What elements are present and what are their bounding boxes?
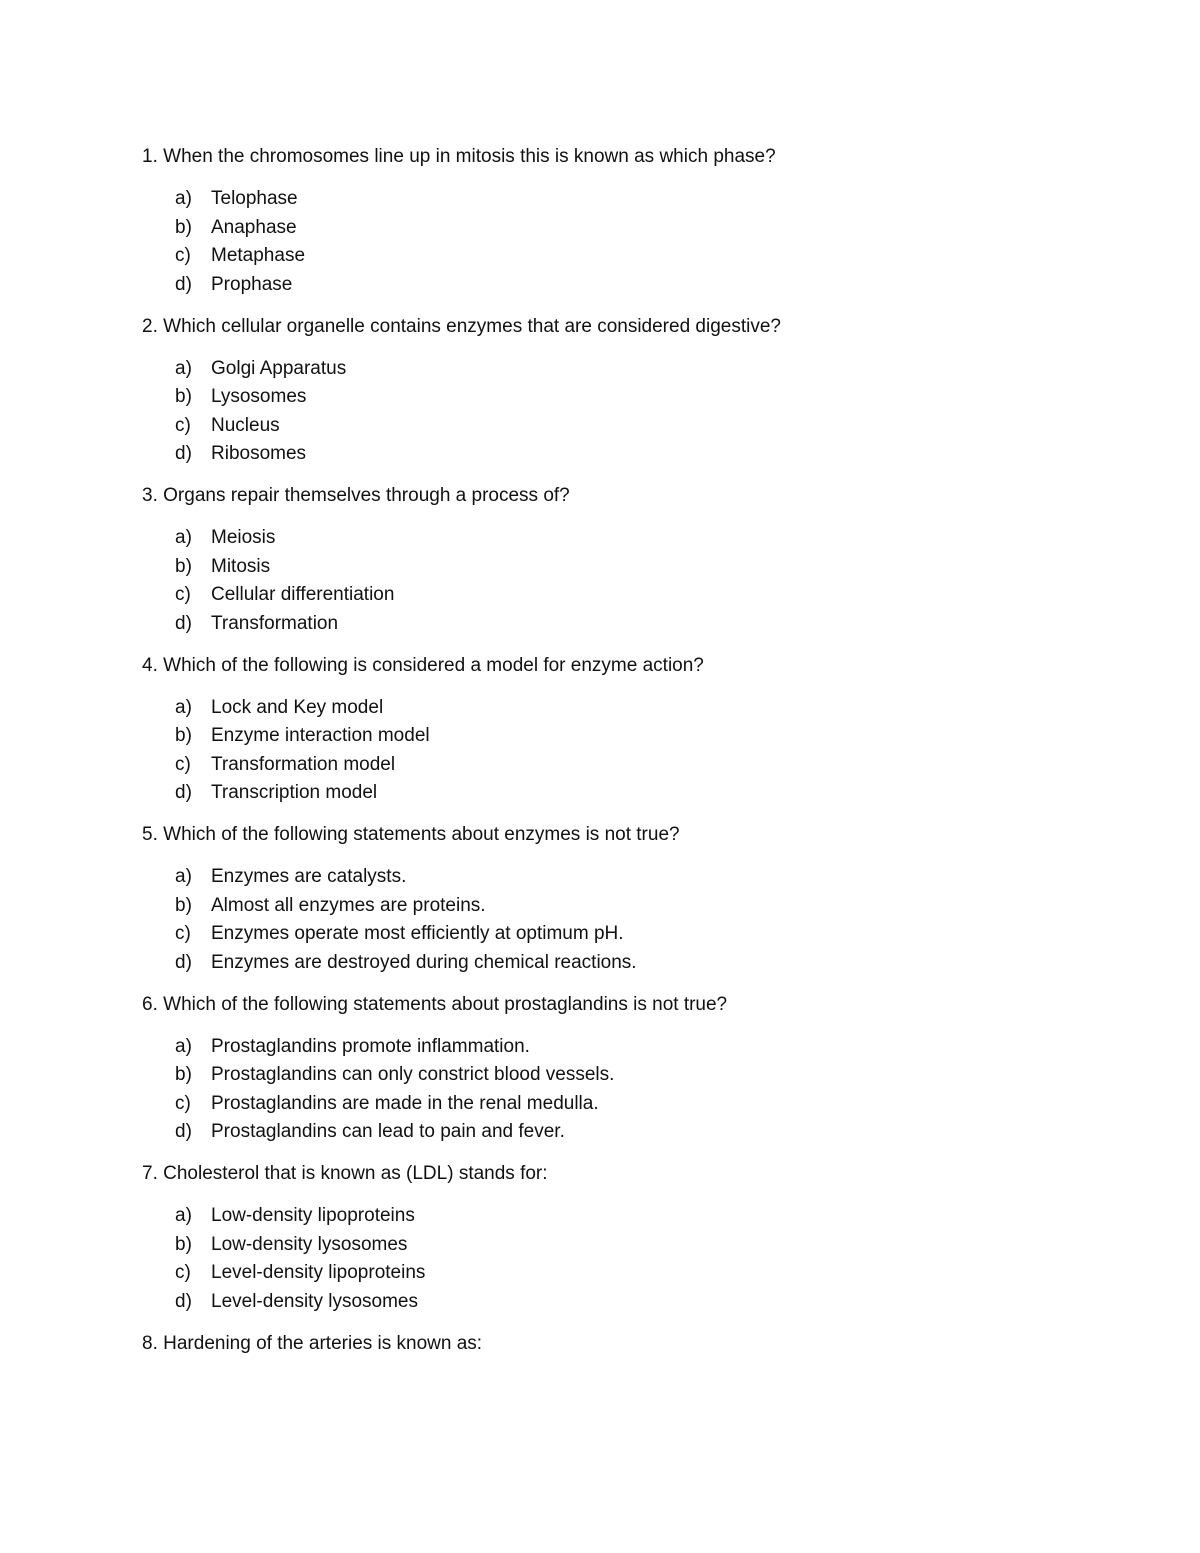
option-letter: d) xyxy=(175,273,192,295)
option-letter: a) xyxy=(175,866,192,887)
option-d xyxy=(175,949,1102,978)
option-text: Level-density lipoproteins xyxy=(211,1262,426,1283)
option-letter: b) xyxy=(175,216,192,238)
question-prompt: Hardening of the arteries is known as: xyxy=(163,1332,483,1354)
option-list xyxy=(142,694,1102,808)
option-letter: b) xyxy=(175,894,192,916)
option-list xyxy=(142,185,1102,299)
question-4 xyxy=(142,652,1102,808)
option-text: Ribosomes xyxy=(211,443,307,464)
option-a xyxy=(175,694,1102,723)
option-text: Almost all enzymes are proteins. xyxy=(211,894,486,916)
option-letter: b) xyxy=(175,555,192,577)
option-letter: b) xyxy=(175,725,192,746)
option-d xyxy=(175,271,1102,300)
question-text xyxy=(142,1330,1102,1358)
question-prompt: Which of the following is considered a model for enzyme action? xyxy=(163,654,704,676)
option-text: Nucleus xyxy=(211,414,280,436)
option-text: Transformation model xyxy=(211,753,396,775)
option-letter: c) xyxy=(175,584,191,605)
option-c xyxy=(175,242,1102,271)
question-number: 2. xyxy=(142,315,158,337)
option-letter: c) xyxy=(175,414,191,436)
option-letter: a) xyxy=(175,696,192,718)
option-text: Enzymes operate most efficiently at optimum pH. xyxy=(211,923,624,944)
quiz-content xyxy=(142,143,1102,1372)
option-letter: a) xyxy=(175,527,192,548)
question-5 xyxy=(142,821,1102,977)
question-text xyxy=(142,1160,1102,1188)
option-text: Prophase xyxy=(211,273,293,295)
question-number: 4. xyxy=(142,654,158,676)
option-text: Prostaglandins promote inflammation. xyxy=(211,1035,530,1057)
option-list xyxy=(142,1202,1102,1316)
option-list xyxy=(142,524,1102,638)
option-text: Telophase xyxy=(211,188,298,209)
option-text: Enzymes are catalysts. xyxy=(211,866,407,887)
option-a xyxy=(175,1202,1102,1231)
question-7 xyxy=(142,1160,1102,1316)
option-letter: a) xyxy=(175,357,192,379)
option-d xyxy=(175,1118,1102,1147)
question-number: 8. xyxy=(142,1332,158,1354)
question-number: 3. xyxy=(142,485,158,506)
option-a xyxy=(175,355,1102,384)
question-text xyxy=(142,143,1102,171)
option-letter: b) xyxy=(175,1233,192,1255)
option-letter: a) xyxy=(175,188,192,209)
option-text: Prostaglandins can only constrict blood vessels. xyxy=(211,1064,615,1085)
option-b xyxy=(175,214,1102,243)
question-number: 7. xyxy=(142,1163,158,1184)
option-text: Anaphase xyxy=(211,216,297,238)
question-text xyxy=(142,821,1102,849)
option-a xyxy=(175,863,1102,892)
option-letter: a) xyxy=(175,1035,192,1057)
option-text: Cellular differentiation xyxy=(211,584,395,605)
option-a xyxy=(175,524,1102,553)
question-prompt: Organs repair themselves through a process of? xyxy=(163,485,570,506)
option-letter: d) xyxy=(175,951,192,973)
option-b xyxy=(175,1061,1102,1090)
option-b xyxy=(175,1231,1102,1260)
option-text: Golgi Apparatus xyxy=(211,357,347,379)
question-number: 5. xyxy=(142,824,158,845)
option-letter: c) xyxy=(175,753,191,775)
option-a xyxy=(175,1033,1102,1062)
option-text: Lysosomes xyxy=(211,386,307,407)
option-b xyxy=(175,722,1102,751)
question-text xyxy=(142,313,1102,341)
option-letter: d) xyxy=(175,443,192,464)
option-c xyxy=(175,920,1102,949)
option-c xyxy=(175,1090,1102,1119)
question-number: 6. xyxy=(142,993,158,1015)
option-text: Prostaglandins can lead to pain and fever. xyxy=(211,1121,565,1142)
option-b xyxy=(175,892,1102,921)
question-text xyxy=(142,482,1102,510)
option-letter: d) xyxy=(175,782,192,803)
option-text: Metaphase xyxy=(211,245,306,266)
option-list xyxy=(142,863,1102,977)
option-letter: c) xyxy=(175,1092,191,1114)
option-text: Transcription model xyxy=(211,782,378,803)
option-letter: d) xyxy=(175,1121,192,1142)
option-letter: b) xyxy=(175,386,192,407)
question-2 xyxy=(142,313,1102,469)
option-text: Enzyme interaction model xyxy=(211,725,430,746)
option-text: Prostaglandins are made in the renal medulla. xyxy=(211,1092,599,1114)
option-c xyxy=(175,412,1102,441)
option-letter: c) xyxy=(175,1262,191,1283)
option-b xyxy=(175,553,1102,582)
option-d xyxy=(175,1288,1102,1317)
question-prompt: Which of the following statements about enzymes is not true? xyxy=(163,824,680,845)
question-prompt: When the chromosomes line up in mitosis this is known as which phase? xyxy=(163,146,776,167)
option-letter: d) xyxy=(175,612,192,634)
option-d xyxy=(175,610,1102,639)
option-text: Meiosis xyxy=(211,527,276,548)
option-letter: a) xyxy=(175,1205,192,1226)
question-text xyxy=(142,991,1102,1019)
option-d xyxy=(175,440,1102,469)
option-text: Level-density lysosomes xyxy=(211,1290,418,1312)
question-prompt: Which of the following statements about prostaglandins is not true? xyxy=(163,993,728,1015)
option-text: Mitosis xyxy=(211,555,271,577)
question-1 xyxy=(142,143,1102,299)
option-a xyxy=(175,185,1102,214)
option-text: Low-density lipoproteins xyxy=(211,1205,415,1226)
option-list xyxy=(142,355,1102,469)
option-d xyxy=(175,779,1102,808)
option-c xyxy=(175,1259,1102,1288)
option-letter: c) xyxy=(175,245,191,266)
option-text: Enzymes are destroyed during chemical reactions. xyxy=(211,951,637,973)
question-8 xyxy=(142,1330,1102,1358)
option-letter: b) xyxy=(175,1064,192,1085)
option-c xyxy=(175,751,1102,780)
option-text: Low-density lysosomes xyxy=(211,1233,408,1255)
question-number: 1. xyxy=(142,146,158,167)
question-prompt: Cholesterol that is known as (LDL) stands for: xyxy=(163,1163,548,1184)
question-text xyxy=(142,652,1102,680)
option-list xyxy=(142,1033,1102,1147)
question-6 xyxy=(142,991,1102,1147)
option-letter: c) xyxy=(175,923,191,944)
option-c xyxy=(175,581,1102,610)
option-text: Lock and Key model xyxy=(211,696,384,718)
option-b xyxy=(175,383,1102,412)
question-prompt: Which cellular organelle contains enzymes that are considered digestive? xyxy=(163,315,781,337)
option-text: Transformation xyxy=(211,612,339,634)
option-letter: d) xyxy=(175,1290,192,1312)
question-3 xyxy=(142,482,1102,638)
